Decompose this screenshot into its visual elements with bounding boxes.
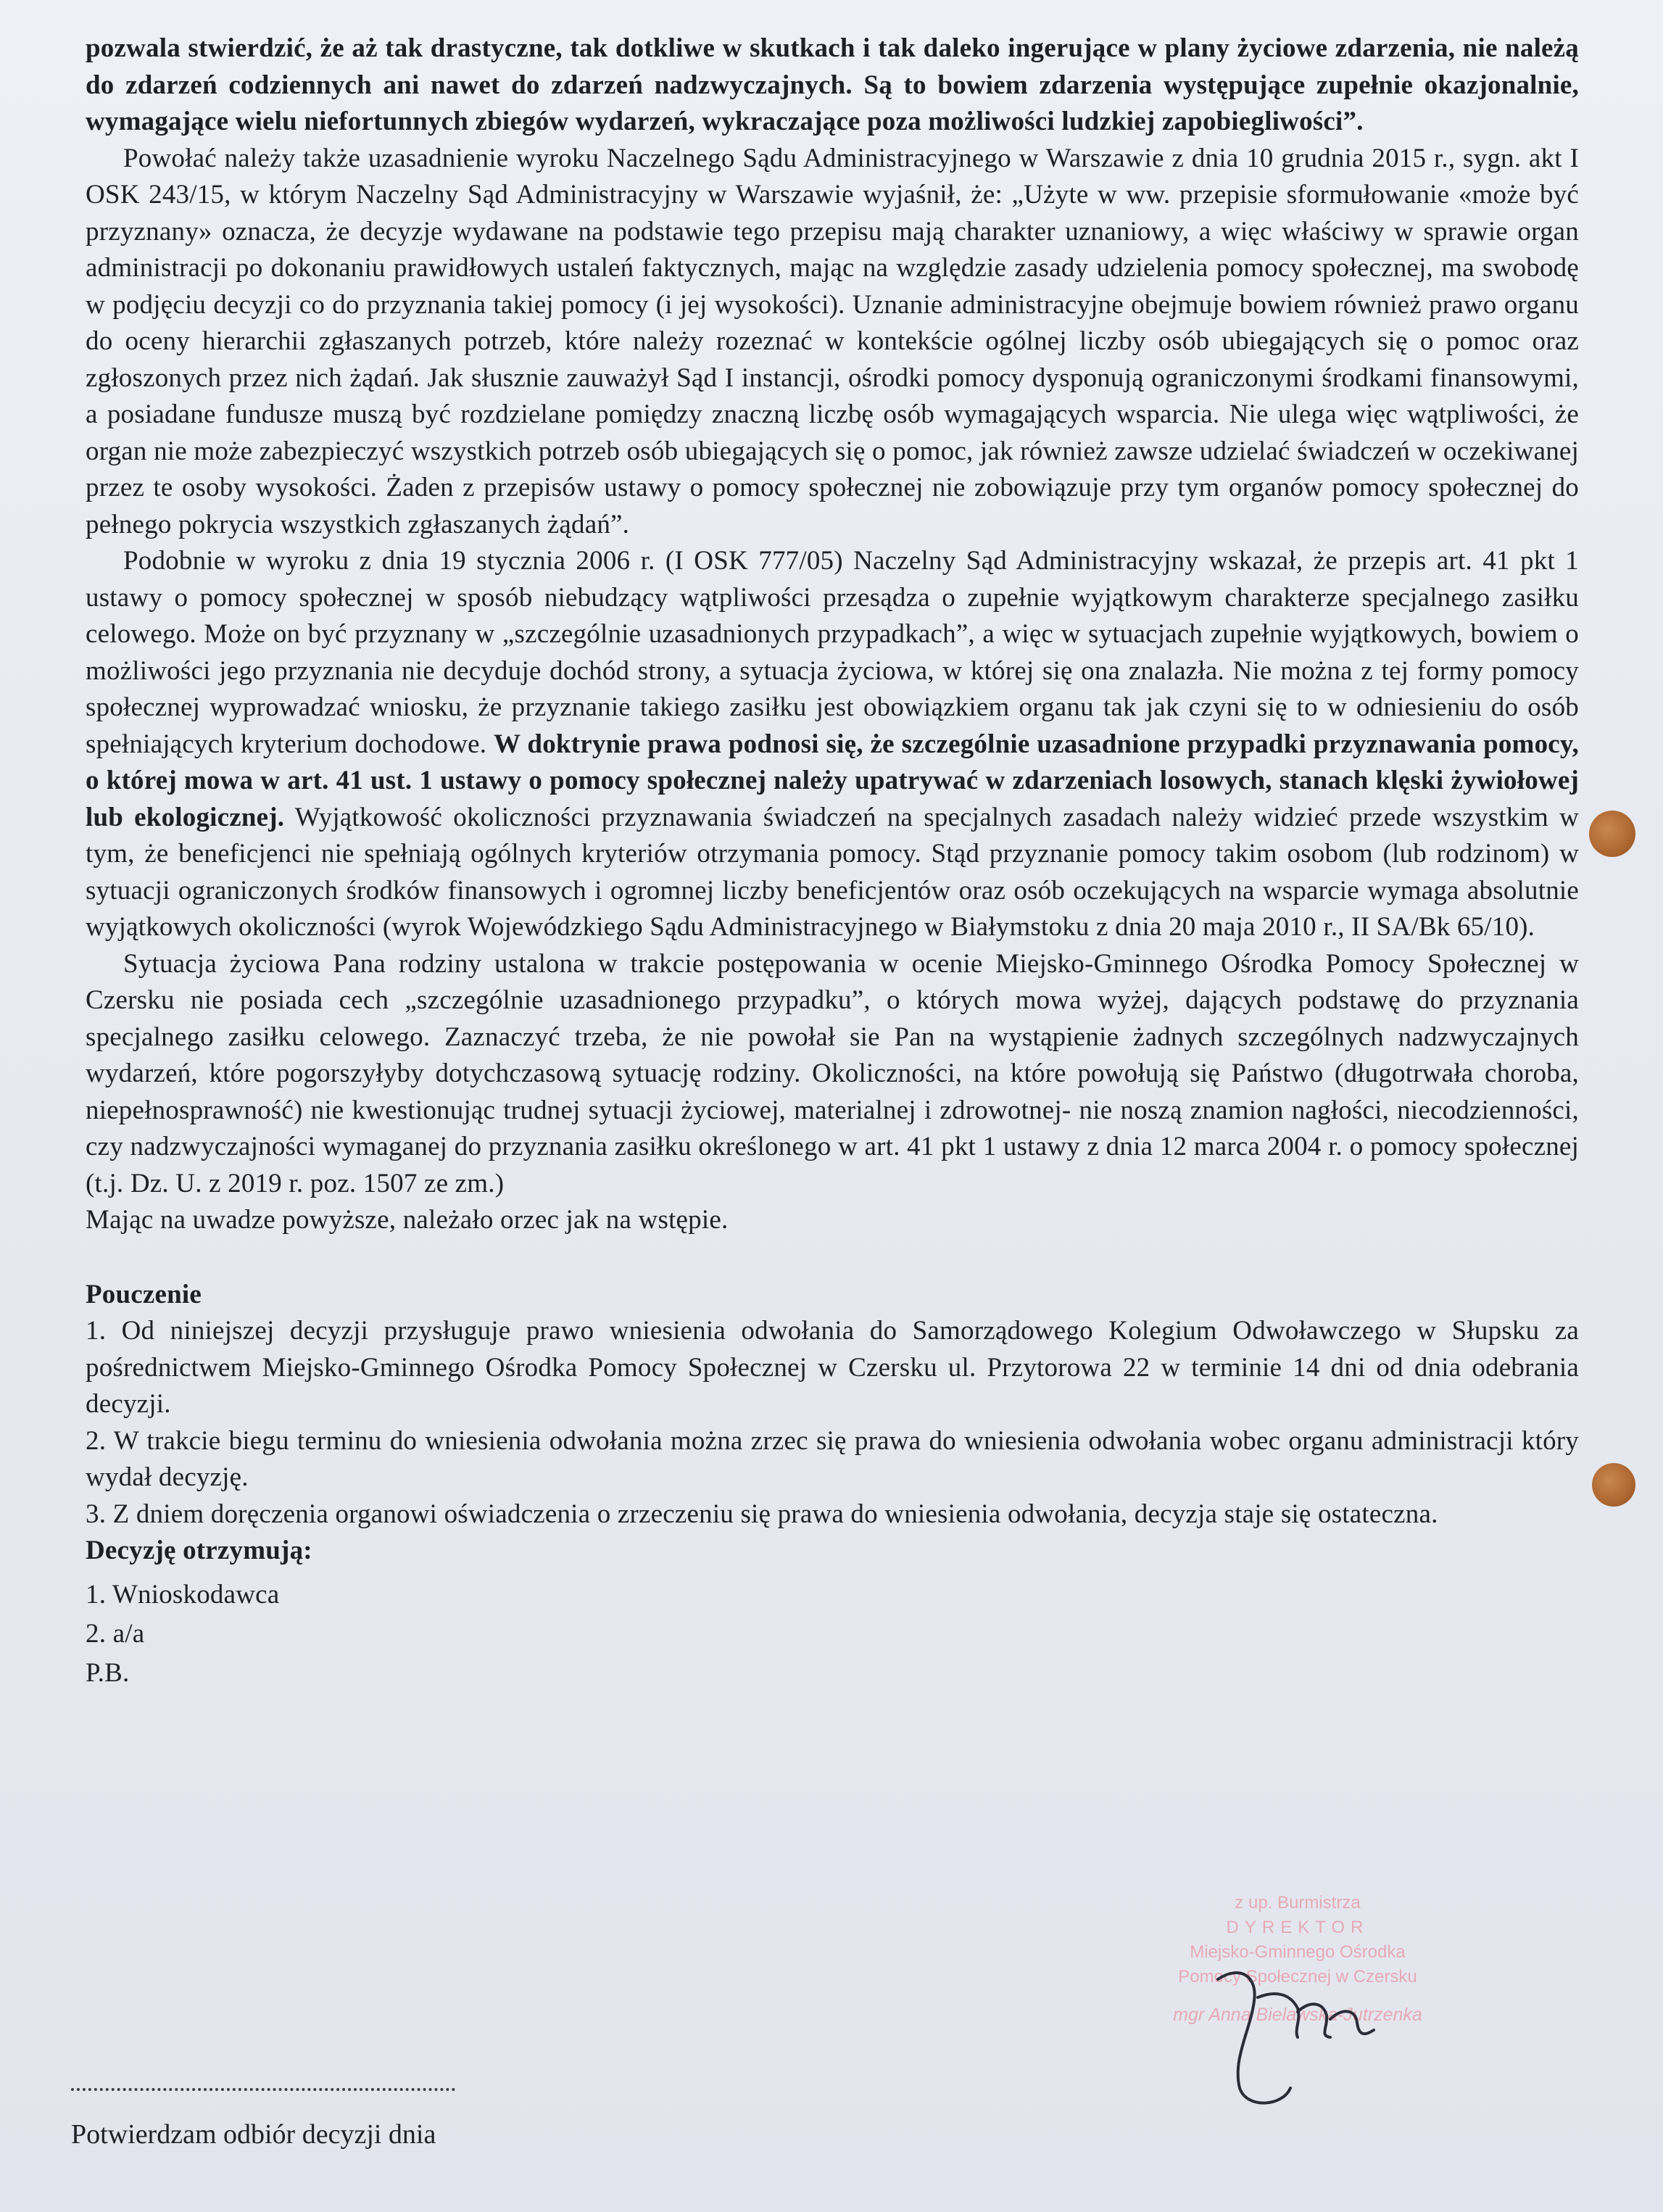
paragraph-wsa-bialystok: Wyjątkowość okoliczności przyznawania świadczeń na specjalnych zasadach należy widzieć przede wszystkim w tym, że beneficjenci nie spełniają ogólnych kryteriów otrzymania pomocy. Stąd przyznanie pomocy takim osobom (lub rodzinom) w sytuacji ograniczonych środków finansowych i ogromnej liczby beneficjentów oraz osób oczekujących na wsparcie wymaga absolutnie wyjątkowych okoliczności (wyrok Wojewódzkiego Sądu Administracyjnego w Białymstoku z dnia 20 maja 2010 r., II SA/Bk 65/10). bbox=[86, 802, 1580, 942]
pouczenie-item-1: 1. Od niniejszej decyzji przysługuje prawo wniesienia odwołania do Samorządowego Kolegium Odwoławczego w Słupsku za pośrednictwem Miejsko-Gminnego Ośrodka Pomocy Społecznej w Czersku ul. Przytorowa 22 w terminie 14 dni od dnia odebrania decyzji. bbox=[86, 1316, 1579, 1419]
pouczenie-item-3: 3. Z dniem doręczenia organowi oświadczenia o zrzeczeniu się prawa do wniesienia odwołania, decyzja staje się ostateczna. bbox=[86, 1499, 1438, 1529]
paragraph-quote-end: pozwala stwierdzić, że aż tak drastyczne, tak dotkliwe w skutkach i tak daleko ingerujące w plany życiowe zdarzenia, nie należą do zdarzeń codziennych ani nawet do zdarzeń nadzwyczajnych. Są to bowiem zdarzenia występujące zupełnie okazjonalnie, wymagające wielu niefortunnych zbiegów wydarzeń, wykraczające poza możliwości ludzkiej zapobiegliwości”. bbox=[86, 33, 1579, 136]
stamp-name: mgr Anna Bielawska-Jutrzenka bbox=[1173, 2005, 1422, 2025]
stamp-line-2: DYREKTOR bbox=[1226, 1918, 1369, 1937]
recipient-item: 1. Wnioskodawca bbox=[86, 1579, 280, 1610]
paragraph-family-situation: Sytuacja życiowa Pana rodziny ustalona w trakcie postępowania w ocenie Miejsko-Gminnego Ośrodka Pomocy Społecznej w Czersku nie posiada cech „szczególnie uzasadnionego przypadku”, o których mowa wyżej, dających podstawę do przyznania specjalnego zasiłku celowego. Zaznaczyć trzeba, że nie powołał sie Pan na wystąpienie żadnych szczególnych nadzwyczajnych wydarzeń, które pogorszyłyby dotychczasową sytuację rodziny. Okoliczności, na które powołują się Państwo (długotrwała choroba, niepełnosprawność) nie kwestionując trudnej sytuacji życiowej, materialnej i zdrowotnej- nie noszą znamion nagłości, niecodzienności, czy nadzwyczajności wymaganej do przyznania zasiłku określonego w art. 41 pkt 1 ustawy z dnia 12 marca 2004 r. o pomocy społecznej (t.j. Dz. U. z 2019 r. poz. 1507 ze zm.) bbox=[86, 948, 1579, 1198]
paragraph-nsa-2006-text: Podobnie w wyroku z dnia 19 stycznia 2006 r. (I OSK 777/05) Naczelny Sąd Administracyjny wskazał, że przepis art. 41 pkt 1 ustawy o pomocy społecznej w sposób niebudzący wątpliwości przesądza o zupełnie wyjątkowym charakterze specjalnego zasiłku celowego. Może on być przyznany w „szczególnie uzasadnionych przypadkach”, a więc w sytuacjach zupełnie wyjątkowych, bowiem o możliwości jego przyznania nie decyduje dochód strony, a sytuacja życiowa, w której się ona znalazła. Nie można z tej formy pomocy społecznej wyprowadzać wniosku, że przyznanie takiego zasiłku jest obowiązkiem organu tak jak czyni się to w odniesieniu do osób spełniających kryterium dochodowe. bbox=[86, 546, 1579, 759]
recipient-item: 2. a/a bbox=[86, 1618, 145, 1649]
paragraph-nsa-2006 bbox=[86, 543, 1579, 946]
wax-seal-upper bbox=[1589, 811, 1635, 857]
receipt-confirmation: Potwierdzam odbiór decyzji dnia bbox=[71, 2119, 436, 2150]
stamp-line-3: Miejsko-Gminnego Ośrodka bbox=[1190, 1942, 1406, 1962]
wax-seal-lower bbox=[1592, 1463, 1635, 1507]
recipients-list bbox=[86, 1575, 1579, 1693]
stamp-line-4: Pomocy Społecznej w Czersku bbox=[1178, 1967, 1417, 1987]
paragraph-conclusion: Mając na uwadze powyższe, należało orzec jak na wstępie. bbox=[86, 1205, 729, 1235]
handwritten-signature bbox=[1189, 1950, 1392, 2117]
paragraph-doctrine-bold: W doktrynie prawa podnosi się, że szczególnie uzasadnione przypadki przyznawania pomocy, o której mowa w art. 41 ust. 1 ustawy o pomocy społecznej należy upatrywać w zdarzeniach losowych, stanach klęski żywiołowej lub ekologicznej. bbox=[86, 729, 1579, 832]
section-gap bbox=[86, 1239, 1579, 1277]
document-body bbox=[86, 30, 1579, 1693]
pouczenie-title: Pouczenie bbox=[86, 1279, 202, 1309]
pouczenie-item-2: 2. W trakcie biegu terminu do wniesienia odwołania można zrzec się prawa do wniesienia odwołania wobec organu administracji który wydał decyzję. bbox=[86, 1425, 1579, 1492]
stamp-line-1: z up. Burmistrza bbox=[1235, 1893, 1361, 1913]
signature-dotted-line bbox=[71, 2088, 455, 2091]
recipients-title: Decyzję otrzymują: bbox=[86, 1536, 312, 1565]
paragraph-nsa-2015: Powołać należy także uzasadnienie wyroku Naczelnego Sądu Administracyjnego w Warszawie z dnia 10 grudnia 2015 r., sygn. akt I OSK 243/15, w którym Naczelny Sąd Administracyjny w Warszawie wyjaśnił, że: „Użyte w ww. przepisie sformułowanie «może być przyznany» oznacza, że decyzje wydawane na podstawie tego przepisu mają charakter uznaniowy, a więc właściwy w sprawie organ administracji po dokonaniu prawidłowych ustaleń faktycznych, mając na względzie zasady udzielenia pomocy społecznej, ma swobodę w podjęciu decyzji co do przyznania takiej pomocy (i jej wysokości). Uznanie administracyjne obejmuje bowiem również prawo organu do oceny hierarchii zgłaszanych potrzeb, które należy rozeznać w kontekście ogólnej liczby osób ubiegających się o pomoc oraz zgłoszonych przez nich żądań. Jak słusznie zauważył Sąd I instancji, ośrodki pomocy dysponują ograniczonymi środkami finansowymi, a posiadane fundusze muszą być rozdzielane pomiędzy znaczną liczbę osób wymagających wsparcia. Nie ulega więc wątpliwości, że organ nie może zabezpieczyć wszystkich potrzeb osób ubiegających się o pomoc, jak również zawsze udzielać świadczeń w oczekiwanej przez te osoby wysokości. Żaden z przepisów ustawy o pomocy społecznej nie zobowiązuje przy tym organów pomocy społecznej do pełnego pokrycia wszystkich zgłaszanych żądań”. bbox=[86, 143, 1579, 539]
recipient-item: P.B. bbox=[86, 1657, 130, 1688]
